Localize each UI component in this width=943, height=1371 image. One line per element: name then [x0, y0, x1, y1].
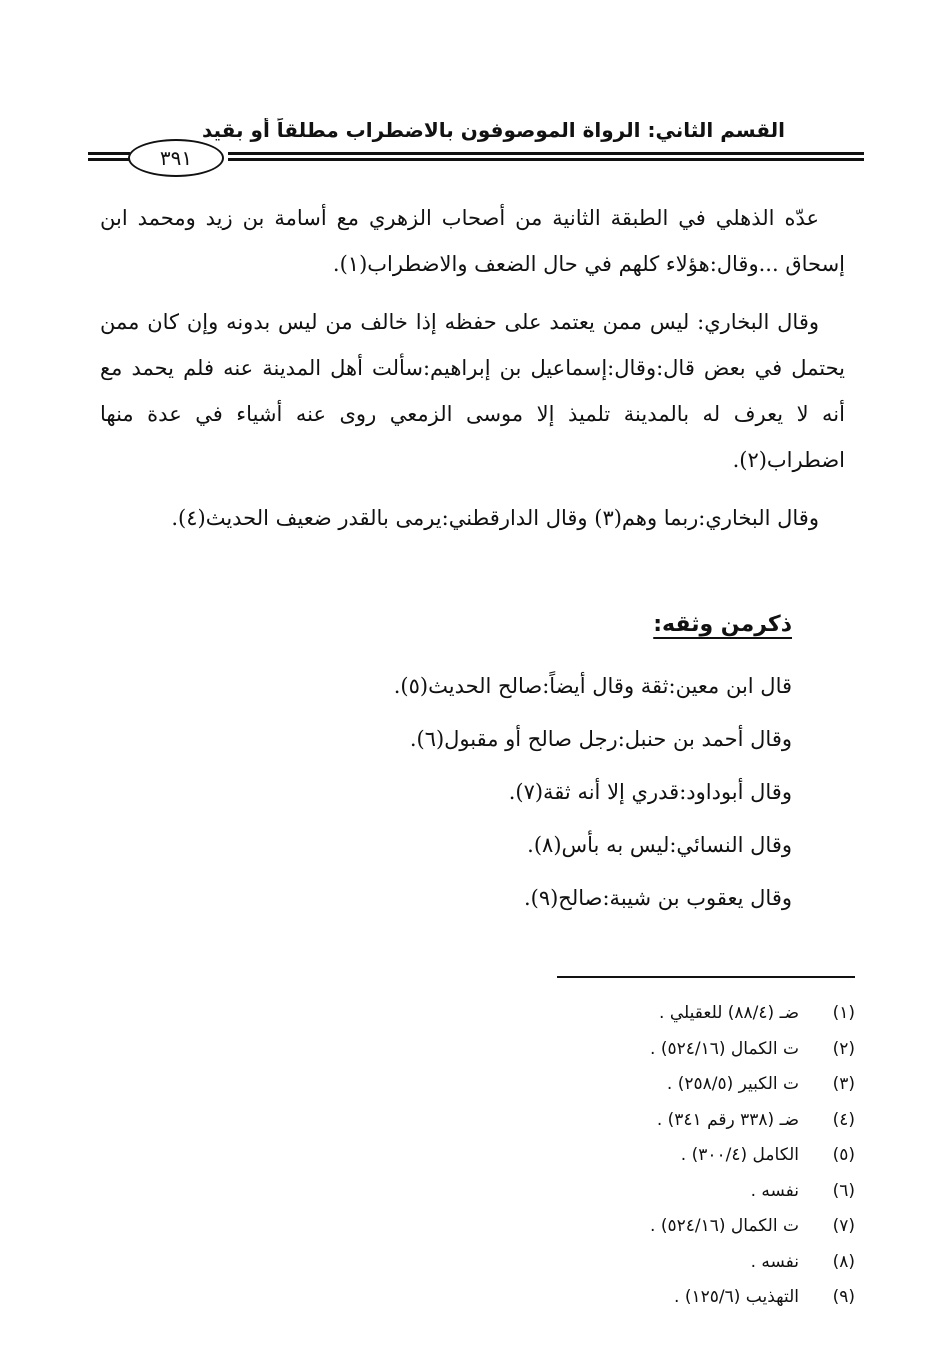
paragraph-3: وقال البخاري:ربما وهم(٣) وقال الدارقطني:يرمى بالقدر ضعيف الحديث(٤). — [171, 506, 819, 530]
footnote-text: الكامل (٣٠٠/٤) . — [680, 1145, 799, 1165]
footnotes — [400, 996, 855, 1316]
footnote-item — [400, 1174, 855, 1210]
footnote-separator — [557, 976, 855, 978]
page-number: ٣٩١ — [128, 139, 224, 177]
footnote-item — [400, 1138, 855, 1174]
paragraph-2: وقال البخاري: ليس ممن يعتمد على حفظه إذا خالف من ليس بدونه وإن كان ممن يحتمل في بعض قال:وقال:إسماعيل بن إبراهيم:سألت أهل المدينة عنه فلم يحمد مع أنه لا يعرف له بالمدينة تلميذ إلا موسى الزمعي روى عنه أشياء في عدة منها اضطراب(٢). — [100, 310, 845, 472]
header-rule-left-top — [88, 152, 130, 155]
footnote-number: (١) — [832, 1003, 855, 1023]
footnote-text: ضـ (٣٣٨ رقم ٣٤١) . — [656, 1109, 799, 1130]
footnote-item — [400, 996, 855, 1032]
section-heading — [560, 612, 792, 637]
paragraph-1: عدّه الذهلي في الطبقة الثانية من أصحاب الزهري مع أسامة بن زيد ومحمد ابن إسحاق ...وقال:هؤلاء كلهم في حال الضعف والاضطراب(١). — [100, 206, 845, 276]
footnote-number: (٧) — [832, 1216, 855, 1236]
statement-item: وقال النسائي:ليس به بأس(٨). — [527, 833, 792, 857]
footnote-item — [400, 1067, 855, 1103]
running-header: القسم الثاني: الرواة الموصوفون بالاضطراب مطلقاً أو بقيد — [201, 118, 785, 142]
footnote-item — [400, 1103, 855, 1139]
header-rule-left-bottom — [88, 158, 130, 161]
footnote-text: ت الكبير (٢٥٨/٥) . — [666, 1074, 799, 1094]
footnote-number: (٣) — [832, 1074, 855, 1094]
statement-item: قال ابن معين:ثقة وقال أيضاً:صالح الحديث(٥). — [393, 674, 792, 698]
footnote-text: ت الكمال (٥٢٤/١٦) . — [650, 1216, 799, 1236]
footnote-item — [400, 1032, 855, 1068]
footnote-number: (٢) — [832, 1038, 855, 1059]
statement-item: وقال أبوداود:قدري إلا أنه ثقة(٧). — [508, 780, 792, 804]
header-rule-bottom — [228, 158, 864, 161]
footnote-item — [400, 1245, 855, 1281]
footnote-item — [400, 1280, 855, 1316]
statement-item: وقال يعقوب بن شيبة:صالح(٩). — [523, 886, 792, 910]
footnote-item — [400, 1209, 855, 1245]
footnote-text: نفسه . — [750, 1251, 799, 1272]
footnote-number: (٨) — [832, 1251, 855, 1272]
footnote-text: ضـ (٨٨/٤) للعقيلي . — [659, 1003, 799, 1023]
footnote-text: نفسه . — [750, 1180, 799, 1201]
footnote-number: (٩) — [832, 1287, 855, 1307]
footnote-text: التهذيب (١٢٥/٦) . — [674, 1287, 799, 1307]
footnote-number: (٤) — [832, 1109, 855, 1130]
statement-list — [100, 660, 792, 925]
footnote-number: (٦) — [832, 1180, 855, 1201]
body-text — [100, 195, 845, 553]
footnote-number: (٥) — [832, 1145, 855, 1165]
footnote-text: ت الكمال (٥٢٤/١٦) . — [650, 1038, 799, 1059]
section-heading-text: ذكرمن وثقه: — [653, 612, 792, 637]
statement-item: وقال أحمد بن حنبل:رجل صالح أو مقبول(٦). — [409, 727, 792, 751]
header-rule-top — [228, 152, 864, 155]
